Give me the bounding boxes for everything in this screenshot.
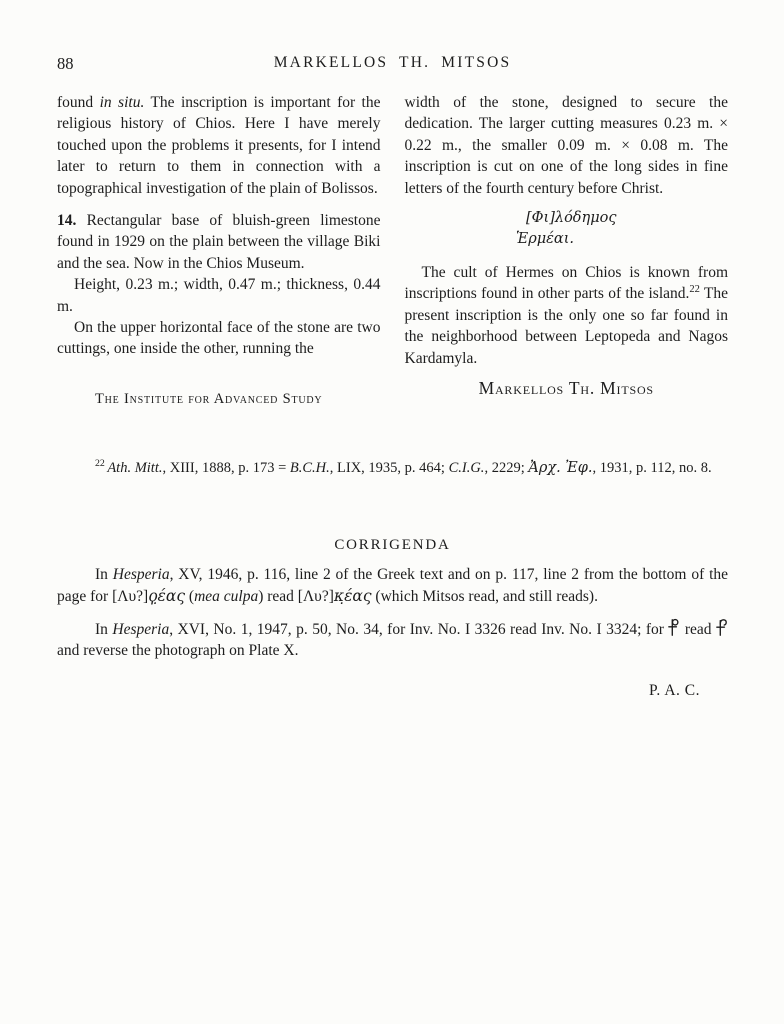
two-column-text bbox=[57, 92, 728, 444]
paragraph bbox=[57, 618, 728, 663]
text-segment: ϙ̣έας bbox=[148, 586, 186, 605]
paragraph bbox=[405, 92, 729, 199]
paragraph bbox=[57, 210, 381, 274]
right-column-paragraphs-bottom bbox=[405, 262, 729, 369]
page-header bbox=[57, 54, 728, 78]
corrigenda-paragraphs bbox=[57, 564, 728, 662]
text-segment: The present inscription is the only one so far found in the neighborhood between Leptopeda and Nagos Kardamyla. bbox=[404, 285, 728, 367]
text-segment: ( bbox=[185, 587, 195, 605]
text-segment: Height, 0.23 m.; width, 0.47 m.; thickness, 0.44 m. bbox=[57, 276, 381, 315]
text-segment: , XV, 1946, p. 116, line 2 of the Greek text and on p. 117, line 2 from the bottom of the page for [Λυ?] bbox=[57, 566, 728, 605]
text-segment: Rectangular base of bluish-green limestone found in 1929 on the plain between the village Biki and the sea. Now in the Chios Museum. bbox=[57, 212, 381, 272]
text-segment: The inscription is important for the religious history of Chios. Here I have merely touched upon the problems it presents, for I intend later to return to them in connection with a topographical investigation of the plain of Bolissos. bbox=[57, 94, 381, 197]
text-segment: Hesperia bbox=[112, 620, 170, 638]
epigraphic-symbol-closed-loop-icon bbox=[668, 618, 680, 637]
text-segment: In bbox=[95, 620, 113, 638]
text-segment: in situ. bbox=[99, 94, 145, 111]
footnote-22 bbox=[57, 458, 728, 479]
text-segment: ) read [Λυ?] bbox=[258, 587, 334, 605]
editor-initials: P. A. C. bbox=[649, 682, 700, 700]
text-segment: , 1931, p. 112, no. 8. bbox=[592, 460, 712, 476]
author-affiliation: The Institute for Advanced Study bbox=[95, 390, 323, 407]
page-number: 88 bbox=[57, 54, 74, 73]
text-segment: 14. bbox=[57, 212, 77, 230]
author-signature: Markellos Th. Mitsos bbox=[478, 378, 654, 399]
paragraph bbox=[57, 92, 381, 199]
greek-inscription bbox=[405, 208, 729, 249]
text-segment: Hesperia bbox=[112, 566, 170, 583]
text-segment: B.C.H. bbox=[289, 460, 330, 476]
inscription-line-1: [Φι]λόδημος bbox=[526, 210, 617, 227]
text-segment: (which Mitsos read, and still reads). bbox=[371, 587, 598, 605]
corrigenda-heading: CORRIGENDA bbox=[334, 537, 451, 553]
right-column-paragraphs-top bbox=[405, 92, 729, 199]
text-segment: mea culpa bbox=[194, 587, 259, 605]
text-segment: Ath. Mitt. bbox=[107, 460, 163, 476]
text-segment: , 2229; bbox=[484, 460, 529, 476]
greek-inscription-lines bbox=[516, 208, 617, 249]
text-segment: C.I.G. bbox=[448, 460, 485, 476]
corrigenda-body bbox=[57, 564, 728, 662]
paragraph bbox=[405, 262, 729, 369]
text-segment: Ἀρχ. Ἐφ. bbox=[528, 460, 593, 476]
text-segment: read bbox=[680, 620, 716, 638]
text-segment: and reverse the photograph on Plate X. bbox=[57, 642, 299, 660]
text-segment: In bbox=[95, 566, 113, 583]
text-segment: On the upper horizontal face of the stone are two cuttings, one inside the other, running the bbox=[57, 319, 381, 358]
left-column bbox=[57, 92, 381, 444]
running-head: MARKELLOS TH. MITSOS bbox=[273, 54, 512, 71]
text-segment: 22 bbox=[95, 458, 108, 470]
paragraph bbox=[57, 564, 728, 608]
text-segment: κ̣έας bbox=[333, 586, 372, 605]
epigraphic-symbol-open-hook-icon bbox=[716, 618, 728, 637]
paragraph bbox=[57, 274, 381, 317]
inscription-line-2: Ἑρμέαι. bbox=[516, 230, 575, 247]
paragraph bbox=[57, 317, 381, 360]
text-segment: found bbox=[57, 94, 100, 111]
text-segment: , LIX, 1935, p. 464; bbox=[329, 460, 449, 476]
text-segment: 22 bbox=[689, 284, 700, 296]
left-column-paragraphs bbox=[57, 92, 381, 360]
text-segment: The cult of Hermes on Chios is known from inscriptions found in other parts of the island. bbox=[404, 264, 728, 303]
text-segment: , XIII, 1888, p. 173 = bbox=[162, 460, 290, 476]
right-column bbox=[405, 92, 729, 444]
text-segment: width of the stone, designed to secure the dedication. The larger cutting measures 0.23 m. × 0.22 m., the smaller 0.09 m. × 0.08 m. The inscription is cut on one of the long sides in fine letters of the fourth century before Christ. bbox=[404, 94, 728, 197]
text-segment: , XVI, No. 1, 1947, p. 50, No. 34, for Inv. No. I 3326 read Inv. No. I 3324; for bbox=[169, 620, 669, 638]
